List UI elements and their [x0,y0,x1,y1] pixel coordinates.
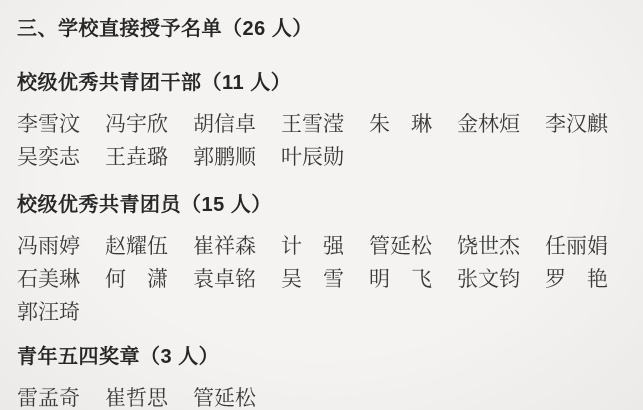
award-section [17,66,637,172]
awardee-name: 郭汪琦 [17,300,80,324]
section-heading: 校级优秀共青团员（15 人） [17,194,272,216]
section-rows [17,228,637,327]
awardee-name: 赵耀伍 [105,234,168,258]
awardee-name: 罗 艳 [545,267,608,291]
section-rows [17,380,637,410]
section-heading: 青年五四奖章（3 人） [17,346,220,368]
awardee-name: 雷孟奇 [17,386,80,410]
awardee-name: 计 强 [281,234,344,258]
awardee-name: 朱 琳 [369,112,432,136]
awardee-name: 吴 雪 [281,267,344,291]
name-row [17,294,637,327]
awardee-name: 冯雨婷 [17,234,80,258]
awardee-name: 郭鹏顺 [193,145,256,169]
awardee-name: 任丽娟 [545,234,608,258]
awardee-name: 饶世杰 [457,234,520,258]
awardee-name: 王垚璐 [105,145,168,169]
award-sections [17,66,637,410]
award-section [17,340,637,410]
awardee-name: 管延松 [369,234,432,258]
awardee-name: 胡信卓 [193,112,256,136]
awardee-name: 石美琳 [17,267,80,291]
name-row [17,380,637,410]
section-rows [17,106,637,172]
awardee-name: 崔祥森 [193,234,256,258]
document-title: 三、学校直接授予名单（26 人） [17,18,313,40]
awardee-name: 王雪滢 [281,112,344,136]
section-heading: 校级优秀共青团干部（11 人） [17,72,292,94]
awardee-name: 叶辰勋 [281,145,344,169]
name-row [17,228,637,261]
awardee-name: 明 飞 [369,267,432,291]
awardee-name: 何 潇 [105,267,168,291]
awardee-name: 吴奕志 [17,145,80,169]
awardee-name: 管延松 [193,386,256,410]
awardee-name: 金林烜 [457,112,520,136]
awardee-name: 张文钧 [457,267,520,291]
name-row [17,106,637,139]
award-section [17,188,637,327]
awardee-name: 李汉麒 [545,112,608,136]
awardee-name: 袁卓铭 [193,267,256,291]
name-row [17,139,637,172]
awardee-name: 李雪汶 [17,112,80,136]
awardee-name: 冯宇欣 [105,112,168,136]
awardee-name: 崔哲思 [105,386,168,410]
name-row [17,261,637,294]
